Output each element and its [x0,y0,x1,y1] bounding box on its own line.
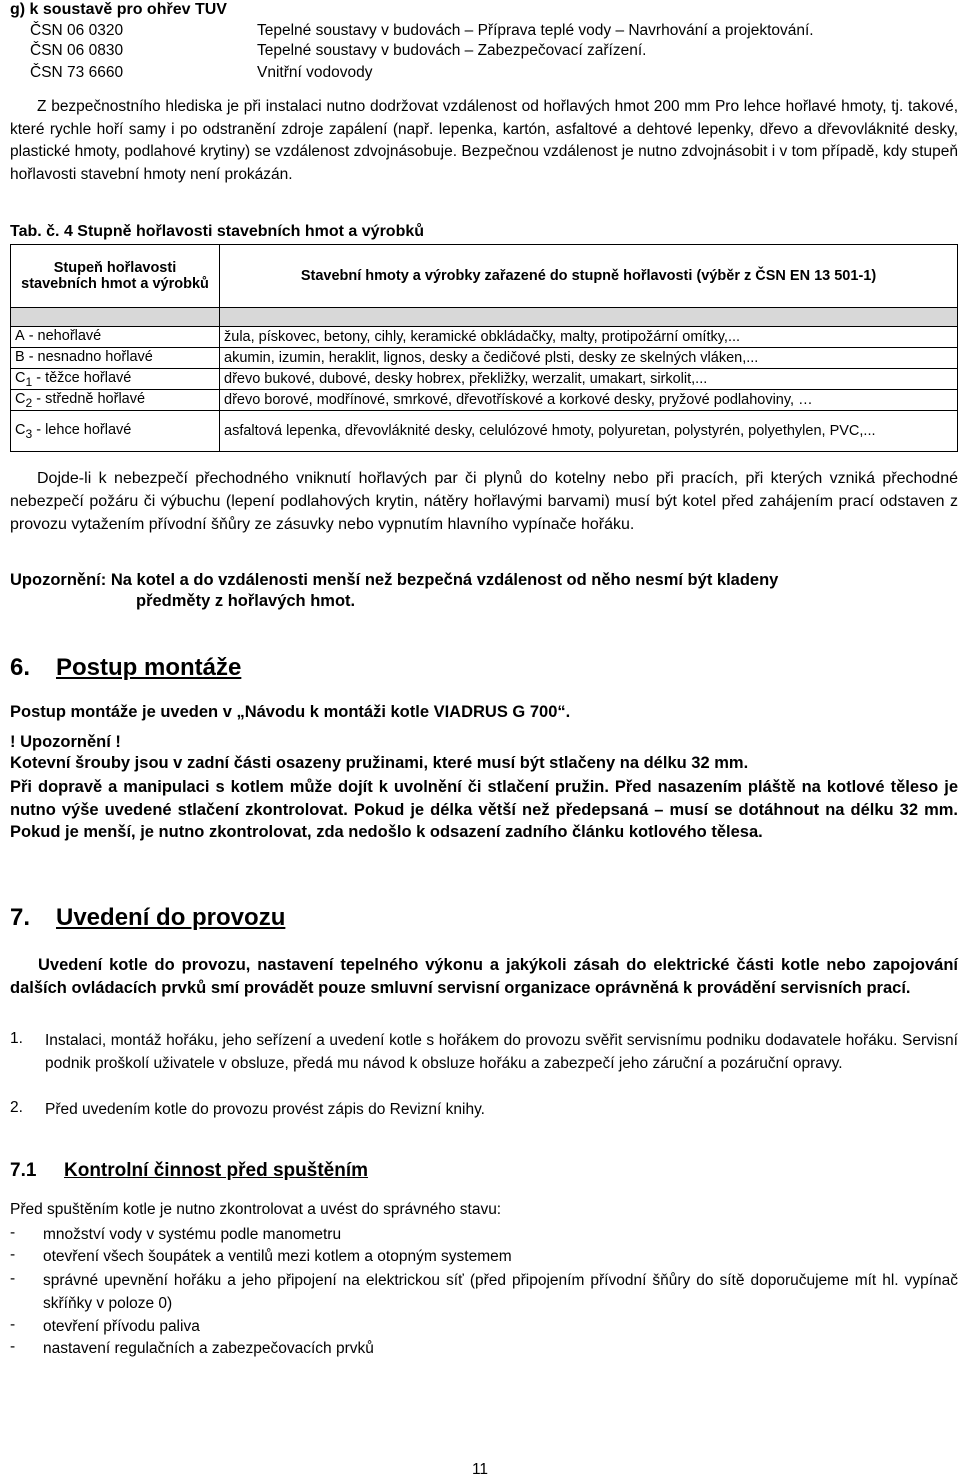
norm-code: ČSN 06 0320 [30,22,124,39]
list-item [10,1246,958,1268]
safety-paragraph [10,96,958,186]
list-dash: - [10,1246,16,1263]
table-row [11,348,958,369]
grade-label: - nehořlavé [24,327,102,344]
grade-letter: B [15,348,25,365]
danger-paragraph: Dojde-li k nebezpečí přechodného vniknutí hořlavých par či plynů do kotelny nebo při pracích, při kterých vzniká přechodné nebezpečí požáru či výbuchu (lepení podlahových krytin, nátěry hořlavými barvami) musí být kotel před zahájením prací odstaven z provozu vytažením přívodní šňůry ze zásuvky nebo vypnutím hlavního vypínače hořáku. [10,470,958,533]
grade-label: - středně hořlavé [32,390,146,407]
section-title: Uvedení do provozu [56,904,286,931]
grade-label: - těžce hořlavé [32,369,132,386]
list-dash: - [10,1224,16,1241]
section-6-line2: Při dopravě a manipulaci s kotlem může dojít k uvolnění či stlačení pružin. Před nasazením pláště na kotlové těleso je nutno výše uvedené stlačení zkontrolovat. Pokud je délka větší než předepsaná – musí se dotáhnout na délku 32 mm. Pokud je menší, je nutno zkontrolovat, zda nedošlo k odsazení zadního článku kotlového tělesa. [10,778,958,841]
safety-text: Z bezpečnostního hlediska je při instalaci nutno dodržovat vzdálenost od hořlavých hmot 200 mm Pro lehce hořlavé hmoty, tj. takové, které rychle hoří samy i po odstranění zdroje zapálení (např. lepenka, kartón, asfaltové a dehtové lepenky, dřevo a dřevovláknité desky, plastické hmoty, podlahové krytiny) se vzdálenost zdvojnásobuje. [10,98,958,160]
list-text: Před uvedením kotle do provozu provést zápis do Revizní knihy. [45,1101,485,1118]
grade-subscript: 2 [25,395,33,410]
norm-code: ČSN 06 0830 [30,42,124,59]
grade-cell [11,348,220,369]
list-item [10,1316,958,1338]
materials-cell: žula, pískovec, betony, cihly, keramické obkládačky, malty, protipožární omítky,... [220,327,958,348]
warning-block [10,571,958,611]
page-number: 11 [471,1461,489,1478]
norm-name: Tepelné soustavy v budovách – Příprava teplé vody – Navrhování a projektování. [257,22,814,39]
warning-text-line1: Na kotel a do vzdálenosti menší než bezpečná vzdálenost od něho nesmí být kladeny [110,571,779,589]
table-row [11,327,958,348]
grade-subscript: 3 [25,426,33,441]
list-item [10,1099,958,1121]
list-text: nastavení regulačních a zabezpečovacích prvků [43,1340,374,1357]
grade-letter: C [15,390,26,407]
grade-cell [11,411,220,452]
list-item [10,1224,958,1246]
section-g-heading: g) k soustavě pro ohřev TUV [10,1,227,18]
table-header-materials: Stavební hmoty a výrobky zařazené do stupně hořlavosti (výběr z ČSN EN 13 501-1) [220,245,958,308]
grade-cell [11,327,220,348]
table-separator-row [11,308,958,327]
list-item [10,1338,958,1360]
section-6-line1: Kotevní šrouby jsou v zadní části osazeny pružinami, které musí být stlačeny na délku 32 mm. [10,754,749,772]
list-text: otevření přívodu paliva [43,1318,200,1335]
section-6-notice: ! Upozornění ! [10,733,121,751]
list-dash: - [10,1316,16,1333]
table-row [11,369,958,390]
grade-cell [11,369,220,390]
section-number: 7. [10,904,31,931]
table-row [11,390,958,411]
list-item [10,1270,958,1316]
grade-cell [11,390,220,411]
grade-letter: C [15,369,26,386]
section-6-heading [10,654,241,682]
norm-code: ČSN 73 6660 [30,64,124,81]
list-text: Instalaci, montáž hořáku, jeho seřízení a uvedení kotle s hořákem do provozu svěřit servisnímu podniku dodavatele hořáku. Servisní podnik proškolí uživatele v obsluze, předá mu návod k obsluze hořáku a zabezpečí jeho záruční a pozáruční opravy. [45,1032,958,1072]
list-number: 2. [10,1099,23,1116]
list-text: otevření všech šoupátek a ventilů mezi kotlem a otopným systemem [43,1248,512,1265]
section-title: Postup montáže [56,654,242,681]
materials-cell: dřevo borové, modřínové, smrkové, dřevotřískové a korkové desky, pryžové podlahoviny, … [220,390,958,411]
norm-name: Tepelné soustavy v budovách – Zabezpečovací zařízení. [257,42,647,59]
section-title: Kontrolní činnost před spuštěním [64,1160,369,1181]
norm-name: Vnitřní vodovody [257,64,373,81]
section-7-intro: Uvedení kotle do provozu, nastavení tepelného výkonu a jakýkoli zásah do elektrické části kotle nebo zapojování dalších ovládacích prvků smí provádět pouze smluvní servisní organizace oprávněná k provádění servisních prací. [10,956,958,997]
list-dash: - [10,1338,16,1355]
warning-text-line2: předměty z hořlavých hmot. [136,592,356,610]
section-7-heading [10,904,285,932]
list-dash: - [10,1270,16,1287]
list-item [10,1030,958,1100]
section-7-1-intro: Před spuštěním kotle je nutno zkontrolovat a uvést do správného stavu: [10,1201,502,1218]
list-text: množství vody v systému podle manometru [43,1226,342,1243]
section-number: 7.1 [10,1160,37,1181]
list-number: 1. [10,1030,23,1047]
flammability-table [10,244,958,452]
materials-cell: akumin, izumin, heraklit, lignos, desky a čedičové plsti, desky ze skelných vláken,... [220,348,958,369]
list-text: správné upevnění hořáku a jeho připojení na elektrickou síť (před připojením přívodní šňůry do sítě doporučujeme mít hl. vypínač skříňky v poloze 0) [43,1272,958,1312]
grade-letter: A [15,327,25,344]
grade-letter: C [15,421,26,438]
section-6-intro: Postup montáže je uveden v „Návodu k montáži kotle VIADRUS G 700“. [10,703,571,721]
materials-cell: dřevo bukové, dubové, desky hobrex, překližky, werzalit, umakart, sirkolit,... [220,369,958,390]
table-header-grade: Stupeň hořlavosti stavebních hmot a výrobků [11,245,220,308]
grade-label: - lehce hořlavé [32,421,132,438]
table-caption: Tab. č. 4 Stupně hořlavosti stavebních hmot a výrobků [10,223,425,240]
materials-cell: asfaltová lepenka, dřevovláknité desky, celulózové hmoty, polyuretan, polystyrén, polyethylen, PVC,... [220,411,958,452]
table-header-row [11,245,958,308]
table-row [11,411,958,452]
section-7-1-heading [10,1160,368,1182]
grade-label: - nesnadno hořlavé [24,348,153,365]
section-number: 6. [10,654,31,681]
safety-highlight-text: Bezpečnou vzdálenost je nutno zdvojnásobit i v tom případě, kdy stupeň hořlavosti stavební hmoty není prokázán. [10,143,958,183]
grade-subscript: 1 [25,374,33,389]
warning-label: Upozornění: [10,571,107,589]
